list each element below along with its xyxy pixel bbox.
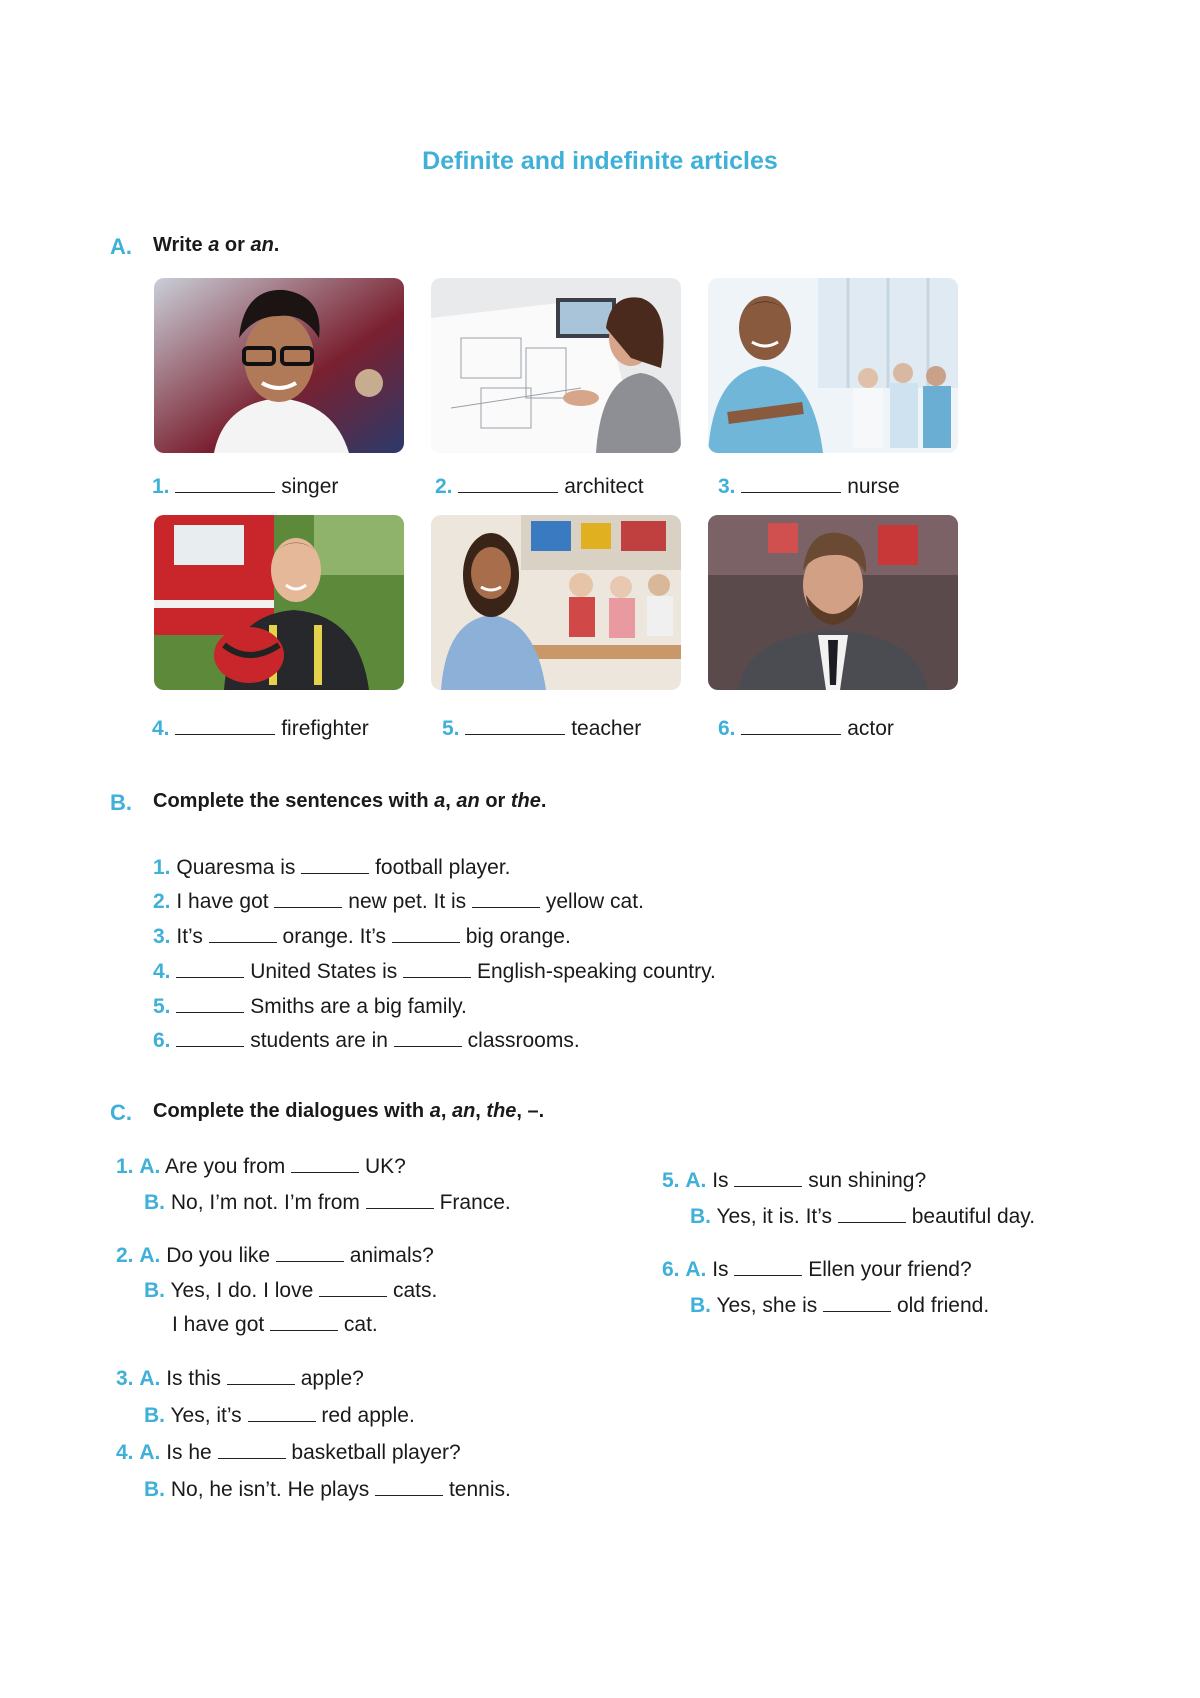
item-4 (152, 716, 369, 741)
page-title: Definite and indefinite articles (422, 147, 778, 175)
dialogue-2-b: B. Yes, I do. I love cats. (144, 1279, 438, 1302)
section-a-letter: A. (110, 234, 132, 259)
answer-blank[interactable] (176, 1028, 244, 1047)
item-number: 6. (718, 717, 736, 740)
sentence-5: 5. Smiths are a big family. (153, 995, 467, 1018)
item-6 (718, 716, 894, 741)
item-word: nurse (847, 475, 900, 498)
answer-blank[interactable] (458, 474, 558, 493)
answer-blank[interactable] (375, 1477, 443, 1496)
item-number: 5. (442, 717, 460, 740)
teacher-photo (431, 515, 681, 690)
dialogue-1-a: 1. A. Are you from UK? (116, 1155, 406, 1178)
answer-blank[interactable] (472, 889, 540, 908)
answer-blank[interactable] (274, 889, 342, 908)
answer-blank[interactable] (366, 1190, 434, 1209)
item-2 (435, 474, 644, 499)
item-word: firefighter (281, 717, 369, 740)
answer-blank[interactable] (248, 1403, 316, 1422)
dialogue-6-a: 6. A. Is Ellen your friend? (662, 1258, 972, 1281)
dialogue-3-a: 3. A. Is this apple? (116, 1367, 364, 1390)
answer-blank[interactable] (838, 1204, 906, 1223)
item-word: singer (281, 475, 339, 498)
dialogue-2-b2: I have got cat. (172, 1313, 378, 1336)
section-c-letter: C. (110, 1100, 132, 1125)
answer-blank[interactable] (276, 1243, 344, 1262)
section-a-instruction: Write a or an. (153, 234, 280, 256)
item-number: 3. (718, 475, 736, 498)
answer-blank[interactable] (465, 716, 565, 735)
item-word: teacher (571, 717, 642, 740)
answer-blank[interactable] (270, 1312, 338, 1331)
singer-photo (154, 278, 404, 453)
actor-photo (708, 515, 958, 690)
item-5 (442, 716, 641, 741)
answer-blank[interactable] (734, 1257, 802, 1276)
section-b-letter: B. (110, 790, 132, 815)
answer-blank[interactable] (741, 474, 841, 493)
answer-blank[interactable] (392, 924, 460, 943)
answer-blank[interactable] (176, 994, 244, 1013)
dialogue-1-b: B. No, I’m not. I’m from France. (144, 1191, 511, 1214)
sentence-4: 4. United States is English-speaking country. (153, 960, 716, 983)
answer-blank[interactable] (319, 1278, 387, 1297)
item-1 (152, 474, 338, 499)
sentence-1: 1. Quaresma is football player. (153, 856, 511, 879)
answer-blank[interactable] (403, 959, 471, 978)
section-b-instruction: Complete the sentences with a, an or the. (153, 790, 547, 812)
item-number: 2. (435, 475, 453, 498)
answer-blank[interactable] (291, 1154, 359, 1173)
item-word: actor (847, 717, 894, 740)
answer-blank[interactable] (175, 716, 275, 735)
architect-photo (431, 278, 681, 453)
dialogue-5-b: B. Yes, it is. It’s beautiful day. (690, 1205, 1036, 1228)
answer-blank[interactable] (175, 474, 275, 493)
section-c-instruction: Complete the dialogues with a, an, the, –. (153, 1100, 545, 1122)
sentence-2: 2. I have got new pet. It is yellow cat. (153, 890, 644, 913)
sentence-3: 3. It’s orange. It’s big orange. (153, 925, 571, 948)
item-word: architect (564, 475, 644, 498)
answer-blank[interactable] (734, 1168, 802, 1187)
answer-blank[interactable] (218, 1440, 286, 1459)
dialogue-5-a: 5. A. Is sun shining? (662, 1169, 927, 1192)
firefighter-photo (154, 515, 404, 690)
nurse-photo (708, 278, 958, 453)
sentence-6: 6. students are in classrooms. (153, 1029, 580, 1052)
answer-blank[interactable] (741, 716, 841, 735)
answer-blank[interactable] (301, 855, 369, 874)
item-number: 4. (152, 717, 170, 740)
dialogue-2-a: 2. A. Do you like animals? (116, 1244, 434, 1267)
dialogue-3-b: B. Yes, it’s red apple. (144, 1404, 415, 1427)
dialogue-4-b: B. No, he isn’t. He plays tennis. (144, 1478, 511, 1501)
answer-blank[interactable] (209, 924, 277, 943)
answer-blank[interactable] (394, 1028, 462, 1047)
item-3 (718, 474, 900, 499)
dialogue-4-a: 4. A. Is he basketball player? (116, 1441, 461, 1464)
answer-blank[interactable] (823, 1293, 891, 1312)
dialogue-6-b: B. Yes, she is old friend. (690, 1294, 990, 1317)
answer-blank[interactable] (176, 959, 244, 978)
item-number: 1. (152, 475, 170, 498)
answer-blank[interactable] (227, 1366, 295, 1385)
